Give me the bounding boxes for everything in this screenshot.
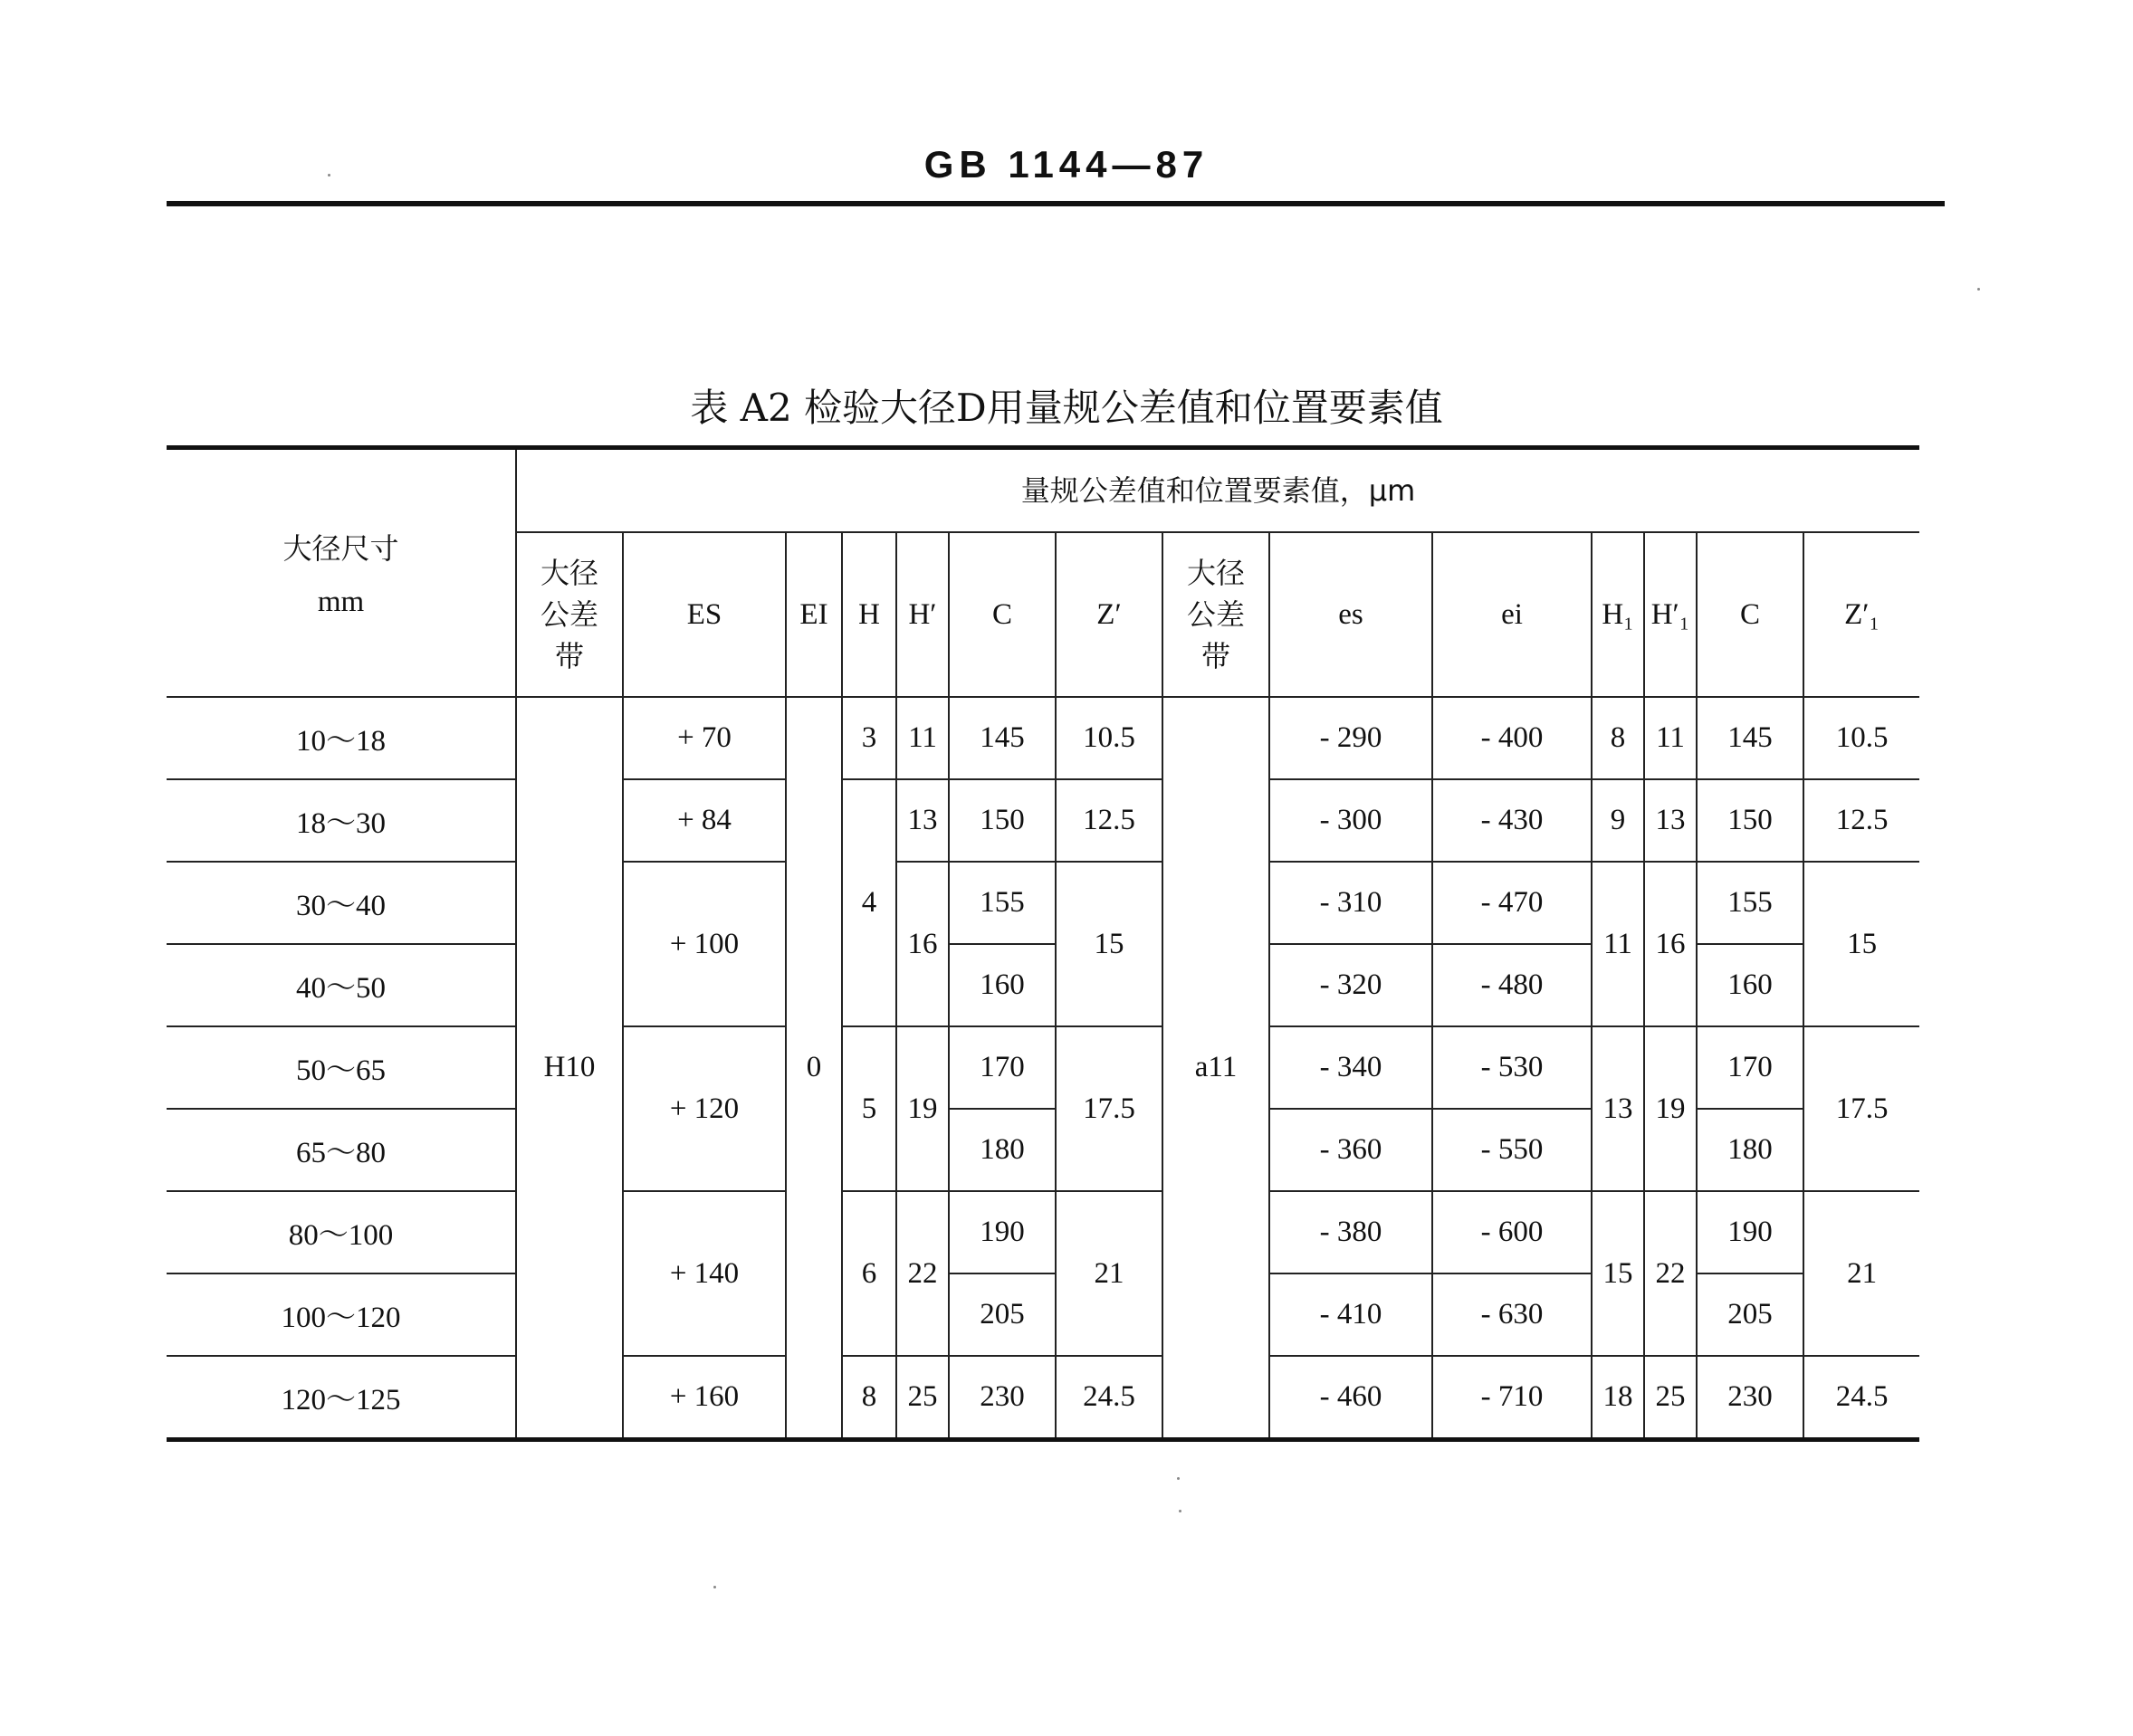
col-Zprime: Z′ (1056, 532, 1162, 697)
ei-cell: - 550 (1432, 1109, 1592, 1191)
scan-speck (328, 174, 330, 176)
ei-cell: - 630 (1432, 1273, 1592, 1356)
scan-speck (1179, 1510, 1181, 1512)
H1prime-cell: 16 (1644, 862, 1697, 1026)
H1-cell: 15 (1592, 1191, 1644, 1356)
C1-cell: 155 (1697, 862, 1803, 944)
es-cell: - 320 (1269, 944, 1432, 1026)
col-C: C (949, 532, 1056, 697)
C1-cell: 180 (1697, 1109, 1803, 1191)
es-cell: - 300 (1269, 779, 1432, 862)
Hprime-cell: 19 (896, 1026, 949, 1191)
size-cell: 10～18 (167, 697, 516, 779)
Z1prime-cell: 15 (1803, 862, 1919, 1026)
col-C1: C (1697, 532, 1803, 697)
C-cell: 170 (949, 1026, 1056, 1109)
H-cell: 3 (842, 697, 896, 779)
es-cell: - 290 (1269, 697, 1432, 779)
col-hole-band: 大径 公差 带 (516, 532, 623, 697)
size-cell: 100～120 (167, 1273, 516, 1356)
ES-cell: + 70 (623, 697, 786, 779)
Zprime-cell: 24.5 (1056, 1356, 1162, 1440)
C1-cell: 160 (1697, 944, 1803, 1026)
col-es: es (1269, 532, 1432, 697)
EI-value: 0 (786, 697, 842, 1440)
C-cell: 145 (949, 697, 1056, 779)
C1-cell: 230 (1697, 1356, 1803, 1440)
C-cell: 155 (949, 862, 1056, 944)
C-cell: 180 (949, 1109, 1056, 1191)
H1-cell: 9 (1592, 779, 1644, 862)
shaft-band-value: a11 (1162, 697, 1269, 1440)
col-shaft-band: 大径 公差 带 (1162, 532, 1269, 697)
H1-cell: 13 (1592, 1026, 1644, 1191)
H-cell: 6 (842, 1191, 896, 1356)
H-cell: 5 (842, 1026, 896, 1191)
col-H1prime: H′₁ (1644, 532, 1697, 697)
scan-speck (1977, 288, 1980, 291)
H-cell: 8 (842, 1356, 896, 1440)
es-cell: - 410 (1269, 1273, 1432, 1356)
size-cell: 30～40 (167, 862, 516, 944)
size-cell: 65～80 (167, 1109, 516, 1191)
Hprime-cell: 25 (896, 1356, 949, 1440)
col-Z1prime: Z′₁ (1803, 532, 1919, 697)
size-cell: 120～125 (167, 1356, 516, 1440)
Zprime-cell: 10.5 (1056, 697, 1162, 779)
document-code: GB 1144—87 (923, 143, 1210, 186)
Z1prime-cell: 12.5 (1803, 779, 1919, 862)
size-header-unit: mm (317, 585, 365, 618)
C1-cell: 205 (1697, 1273, 1803, 1356)
Z1prime-cell: 24.5 (1803, 1356, 1919, 1440)
col-EI: EI (786, 532, 842, 697)
H1prime-cell: 11 (1644, 697, 1697, 779)
Hprime-cell: 16 (896, 862, 949, 1026)
size-cell: 18～30 (167, 779, 516, 862)
Hprime-cell: 22 (896, 1191, 949, 1356)
Zprime-cell: 17.5 (1056, 1026, 1162, 1191)
ES-cell: + 100 (623, 862, 786, 1026)
es-cell: - 340 (1269, 1026, 1432, 1109)
H1prime-cell: 22 (1644, 1191, 1697, 1356)
size-cell: 40～50 (167, 944, 516, 1026)
H1prime-cell: 19 (1644, 1026, 1697, 1191)
Hprime-cell: 11 (896, 697, 949, 779)
H1prime-cell: 25 (1644, 1356, 1697, 1440)
col-ES: ES (623, 532, 786, 697)
ei-cell: - 400 (1432, 697, 1592, 779)
H1prime-cell: 13 (1644, 779, 1697, 862)
ES-cell: + 140 (623, 1191, 786, 1356)
H1-cell: 8 (1592, 697, 1644, 779)
C1-cell: 190 (1697, 1191, 1803, 1273)
C-cell: 230 (949, 1356, 1056, 1440)
Z1prime-cell: 10.5 (1803, 697, 1919, 779)
ei-cell: - 430 (1432, 779, 1592, 862)
C1-cell: 145 (1697, 697, 1803, 779)
ES-cell: + 160 (623, 1356, 786, 1440)
ei-cell: - 710 (1432, 1356, 1592, 1440)
hole-band-value: H10 (516, 697, 623, 1440)
ES-cell: + 120 (623, 1026, 786, 1191)
col-ei: ei (1432, 532, 1592, 697)
gauge-tolerance-table (167, 445, 1919, 1442)
es-cell: - 360 (1269, 1109, 1432, 1191)
ei-cell: - 480 (1432, 944, 1592, 1026)
col-Hprime: H′ (896, 532, 949, 697)
es-cell: - 460 (1269, 1356, 1432, 1440)
C-cell: 150 (949, 779, 1056, 862)
size-cell: 80～100 (167, 1191, 516, 1273)
super-header: 量规公差值和位置要素值，μm (516, 448, 1919, 533)
ei-cell: - 600 (1432, 1191, 1592, 1273)
H1-cell: 11 (1592, 862, 1644, 1026)
header-rule (167, 201, 1945, 206)
ei-cell: - 530 (1432, 1026, 1592, 1109)
C1-cell: 170 (1697, 1026, 1803, 1109)
table-title: 表 A2 检验大径D用量规公差值和位置要素值 (690, 386, 1443, 430)
col-H: H (842, 532, 896, 697)
ES-cell: + 84 (623, 779, 786, 862)
ei-cell: - 470 (1432, 862, 1592, 944)
size-header-cell (167, 448, 516, 698)
scan-speck (713, 1586, 716, 1588)
size-header-label: 大径尺寸 (282, 530, 399, 566)
col-H1: H₁ (1592, 532, 1644, 697)
Zprime-cell: 12.5 (1056, 779, 1162, 862)
es-cell: - 310 (1269, 862, 1432, 944)
Zprime-cell: 15 (1056, 862, 1162, 1026)
C1-cell: 150 (1697, 779, 1803, 862)
Z1prime-cell: 17.5 (1803, 1026, 1919, 1191)
size-cell: 50～65 (167, 1026, 516, 1109)
Z1prime-cell: 21 (1803, 1191, 1919, 1356)
C-cell: 160 (949, 944, 1056, 1026)
H1-cell: 18 (1592, 1356, 1644, 1440)
es-cell: - 380 (1269, 1191, 1432, 1273)
C-cell: 190 (949, 1191, 1056, 1273)
H-cell: 4 (842, 779, 896, 1026)
Zprime-cell: 21 (1056, 1191, 1162, 1356)
scan-speck (1177, 1477, 1180, 1480)
Hprime-cell: 13 (896, 779, 949, 862)
C-cell: 205 (949, 1273, 1056, 1356)
